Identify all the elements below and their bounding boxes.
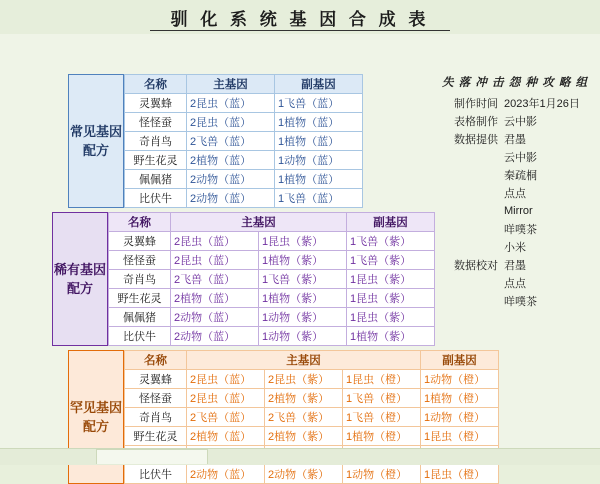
- col-header-main: 主基因: [171, 213, 347, 232]
- main-gene: 1动物（橙）: [343, 465, 421, 484]
- block-rare: [52, 212, 435, 346]
- credits-value: 秦疏桐: [504, 170, 537, 182]
- table-row-header: [125, 75, 363, 94]
- table-row: [109, 289, 435, 308]
- credits-row: [440, 238, 590, 256]
- main-gene: 1飞兽（橙）: [343, 389, 421, 408]
- main-gene: 1动物（紫）: [259, 308, 347, 327]
- table-row: [109, 232, 435, 251]
- main-gene: 2动物（蓝）: [171, 308, 259, 327]
- block-veryrare-label: 罕见基因配方: [68, 350, 124, 484]
- creature-name: 奇肖鸟: [125, 132, 187, 151]
- table-row: [125, 189, 363, 208]
- main-gene: 2昆虫（蓝）: [171, 251, 259, 270]
- credits-row: [440, 130, 590, 148]
- credits-value: 君墨: [504, 260, 526, 272]
- creature-name: 灵翼蜂: [125, 370, 187, 389]
- block-common-label: 常见基因配方: [68, 74, 124, 208]
- col-header-name: 名称: [125, 75, 187, 94]
- title-bar: [0, 0, 600, 34]
- main-gene: 2动物（蓝）: [187, 465, 265, 484]
- sub-gene: 1飞兽（蓝）: [275, 94, 363, 113]
- credits-value: 云中影: [504, 116, 537, 128]
- main-gene: 1昆虫（紫）: [259, 232, 347, 251]
- credits-row: [440, 256, 590, 274]
- main-gene: 2植物（蓝）: [187, 427, 265, 446]
- sub-gene: 1昆虫（紫）: [347, 289, 435, 308]
- main-gene: 1飞兽（紫）: [259, 270, 347, 289]
- sub-gene: 1植物（蓝）: [275, 170, 363, 189]
- block-rare-label: 稀有基因配方: [52, 212, 108, 346]
- credits-row: [440, 292, 590, 310]
- main-gene: 2昆虫（蓝）: [187, 113, 275, 132]
- table-row: [125, 427, 499, 446]
- sub-gene: 1植物（蓝）: [275, 113, 363, 132]
- table-row: [125, 389, 499, 408]
- credits-value: 君墨: [504, 134, 526, 146]
- credits-row: [440, 94, 590, 112]
- credits-row: [440, 184, 590, 202]
- table-rare: [108, 212, 435, 346]
- main-gene: 2昆虫（紫）: [265, 370, 343, 389]
- credits-title: 失 落 冲 击 怨 种 攻 略 组: [441, 77, 589, 89]
- table-row: [125, 113, 363, 132]
- table-row: [109, 308, 435, 327]
- main-gene: 1飞兽（橙）: [343, 408, 421, 427]
- main-gene: 2飞兽（蓝）: [171, 270, 259, 289]
- credits-row: [440, 202, 590, 220]
- creature-name: 野生花灵: [125, 427, 187, 446]
- sub-gene: 1昆虫（紫）: [347, 270, 435, 289]
- main-gene: 2昆虫（蓝）: [187, 370, 265, 389]
- title-underline: [150, 30, 450, 31]
- credits-value: 小米: [504, 242, 526, 254]
- main-gene: 2飞兽（紫）: [265, 408, 343, 427]
- creature-name: 灵翼蜂: [109, 232, 171, 251]
- creature-name: 怪怪蚕: [109, 251, 171, 270]
- main-gene: 2动物（蓝）: [187, 189, 275, 208]
- table-row: [125, 408, 499, 427]
- main-gene: 1动物（紫）: [259, 327, 347, 346]
- credits-value: 咩噗茶: [504, 224, 537, 236]
- table-row-header: [109, 213, 435, 232]
- sheet-tab[interactable]: [96, 449, 208, 464]
- main-gene: 2飞兽（蓝）: [187, 408, 265, 427]
- credits-value: 咩噗茶: [504, 296, 537, 308]
- col-header-sub: 副基因: [421, 351, 499, 370]
- col-header-name: 名称: [125, 351, 187, 370]
- creature-name: 野生花灵: [109, 289, 171, 308]
- credits-row: [440, 166, 590, 184]
- table-common: [124, 74, 363, 208]
- table-row: [125, 151, 363, 170]
- table-row: [125, 94, 363, 113]
- table-row-header: [125, 351, 499, 370]
- sub-gene: 1飞兽（紫）: [347, 251, 435, 270]
- sub-gene: 1动物（橙）: [421, 370, 499, 389]
- creature-name: 比伏牛: [125, 465, 187, 484]
- block-common: [68, 74, 363, 208]
- table-row: [125, 132, 363, 151]
- main-gene: 2动物（蓝）: [171, 327, 259, 346]
- table-row: [125, 170, 363, 189]
- creature-name: 佩佩猪: [109, 308, 171, 327]
- col-header-name: 名称: [109, 213, 171, 232]
- table-row: [109, 327, 435, 346]
- creature-name: 怪怪蚕: [125, 389, 187, 408]
- main-gene: 1昆虫（橙）: [343, 370, 421, 389]
- col-header-sub: 副基因: [275, 75, 363, 94]
- main-gene: 1植物（紫）: [259, 289, 347, 308]
- credits-row: [440, 220, 590, 238]
- table-row: [125, 370, 499, 389]
- credits-value: 2023年1月26日: [504, 98, 580, 110]
- col-header-sub: 副基因: [347, 213, 435, 232]
- sub-gene: 1植物（蓝）: [275, 132, 363, 151]
- main-gene: 2动物（紫）: [265, 465, 343, 484]
- main-gene: 2植物（紫）: [265, 389, 343, 408]
- sheet-tab-strip: [0, 448, 600, 465]
- creature-name: 灵翼蜂: [125, 94, 187, 113]
- col-header-main: 主基因: [187, 351, 421, 370]
- sub-gene: 1昆虫（橙）: [421, 465, 499, 484]
- sub-gene: 1动物（橙）: [421, 408, 499, 427]
- main-gene: 2植物（紫）: [265, 427, 343, 446]
- creature-name: 野生花灵: [125, 151, 187, 170]
- main-gene: 2昆虫（蓝）: [171, 232, 259, 251]
- credits-row: [440, 274, 590, 292]
- table-row: [125, 465, 499, 484]
- col-header-main: 主基因: [187, 75, 275, 94]
- creature-name: 奇肖鸟: [109, 270, 171, 289]
- main-gene: 1植物（紫）: [259, 251, 347, 270]
- credits-row: [440, 148, 590, 166]
- credits-label: 制作时间: [454, 98, 498, 110]
- sub-gene: 1植物（紫）: [347, 327, 435, 346]
- credits-label: 数据校对: [454, 260, 498, 272]
- sub-gene: 1昆虫（紫）: [347, 308, 435, 327]
- main-gene: 2昆虫（蓝）: [187, 94, 275, 113]
- sub-gene: 1昆虫（橙）: [421, 427, 499, 446]
- credits-value: 点点: [504, 188, 526, 200]
- creature-name: 比伏牛: [109, 327, 171, 346]
- credits-value: Mirror: [504, 205, 533, 217]
- credits-label: 数据提供: [454, 134, 498, 146]
- sub-gene: 1动物（蓝）: [275, 151, 363, 170]
- credits-label: 表格制作: [454, 116, 498, 128]
- creature-name: 奇肖鸟: [125, 408, 187, 427]
- credits-panel: [440, 74, 590, 310]
- main-gene: 2植物（蓝）: [187, 151, 275, 170]
- credits-row: [440, 112, 590, 130]
- creature-name: 佩佩猪: [125, 170, 187, 189]
- main-gene: 2昆虫（蓝）: [187, 389, 265, 408]
- sub-gene: 1飞兽（紫）: [347, 232, 435, 251]
- credits-value: 云中影: [504, 152, 537, 164]
- main-gene: 2飞兽（蓝）: [187, 132, 275, 151]
- main-gene: 2植物（蓝）: [171, 289, 259, 308]
- sheet-area: [0, 34, 600, 481]
- credits-value: 点点: [504, 278, 526, 290]
- creature-name: 怪怪蚕: [125, 113, 187, 132]
- main-gene: 2动物（蓝）: [187, 170, 275, 189]
- table-row: [109, 270, 435, 289]
- sub-gene: 1植物（橙）: [421, 389, 499, 408]
- creature-name: 比伏牛: [125, 189, 187, 208]
- main-gene: 1植物（橙）: [343, 427, 421, 446]
- table-row: [109, 251, 435, 270]
- sub-gene: 1飞兽（蓝）: [275, 189, 363, 208]
- page-title: 驯 化 系 统 基 因 合 成 表: [170, 9, 430, 29]
